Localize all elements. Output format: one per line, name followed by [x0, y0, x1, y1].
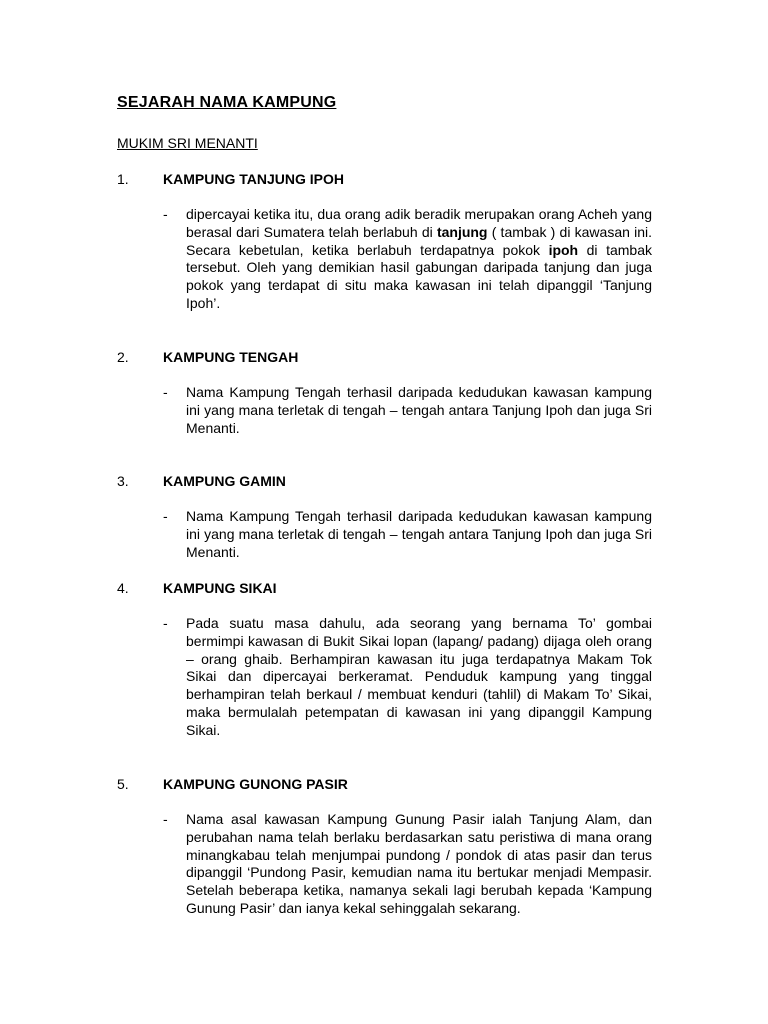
bold-term-ipoh: ipoh — [548, 241, 579, 258]
bullet-dash: - — [163, 384, 168, 400]
paragraph-text: ( tambak ) di kawasan ini. Secara kebetulan, ketika berlabuh terdapatnya pokok — [186, 223, 652, 258]
paragraph-text: dipercayai ketika itu, dua orang adik beradik merupakan orang Acheh yang berasal dari Sumatera telah berlabuh di — [186, 206, 652, 240]
section-number: 1. — [117, 171, 129, 187]
paragraph-text: Nama Kampung Tengah terhasil daripada kedudukan kawasan kampung ini yang mana terletak di tengah – tengah antara Tanjung Ipoh dan juga Sri Menanti. — [186, 508, 652, 560]
paragraph-text: Nama Kampung Tengah terhasil daripada kedudukan kawasan kampung ini yang mana terletak di tengah – tengah antara Tanjung Ipoh dan juga Sri Menanti. — [186, 384, 652, 436]
section-number: 3. — [117, 473, 129, 489]
section-name: KAMPUNG GAMIN — [163, 473, 286, 489]
section-number: 4. — [117, 580, 129, 596]
section-number: 5. — [117, 776, 129, 792]
bold-term-tanjung: tanjung — [436, 223, 488, 240]
bullet-dash: - — [163, 615, 168, 631]
section-paragraph — [186, 384, 652, 437]
document-title: SEJARAH NAMA KAMPUNG — [117, 94, 337, 111]
section-paragraph — [186, 615, 652, 740]
section-name: KAMPUNG GUNONG PASIR — [163, 776, 348, 792]
section-number: 2. — [117, 349, 129, 365]
section-name: KAMPUNG TANJUNG IPOH — [163, 171, 344, 187]
paragraph-text: Pada suatu masa dahulu, ada seorang yang bernama To’ gombai bermimpi kawasan di Bukit Sikai lopan (lapang/ padang) dijaga oleh orang – orang ghaib. Berhampiran kawasan itu juga terdapatnya Makam Tok Sikai dan dipercayai berkeramat. Penduduk kampung yang tinggal berhampiran telah berkaul / membuat kenduri (tahlil) di Makam To’ Sikai, maka bermulalah petempatan di kawasan ini yang dipanggil Kampung Sikai. — [186, 615, 652, 738]
bullet-dash: - — [163, 206, 168, 222]
section-paragraph — [186, 206, 652, 313]
mukim-subtitle: MUKIM SRI MENANTI — [117, 135, 258, 151]
section-paragraph — [186, 508, 652, 561]
bullet-dash: - — [163, 508, 168, 524]
paragraph-text: di tambak tersebut. Oleh yang demikian hasil gabungan daripada tanjung dan juga pokok yang terdapat di situ maka kawasan ini telah dipanggil ‘Tanjung Ipoh’. — [186, 241, 652, 311]
paragraph-text: Nama asal kawasan Kampung Gunung Pasir ialah Tanjung Alam, dan perubahan nama telah berlaku berdasarkan satu peristiwa di mana orang minangkabau telah menjumpai pundong / pondok di atas pasir dan terus dipanggil ‘Pundong Pasir, kemudian nama itu bertukar menjadi Mempasir. Setelah beberapa ketika, namanya sekali lagi berubah kepada ‘Kampung Gunung Pasir’ dan ianya kekal sehinggalah sekarang. — [186, 811, 652, 916]
bullet-dash: - — [163, 811, 168, 827]
section-name: KAMPUNG SIKAI — [163, 580, 277, 596]
section-paragraph — [186, 811, 652, 918]
section-name: KAMPUNG TENGAH — [163, 349, 299, 365]
